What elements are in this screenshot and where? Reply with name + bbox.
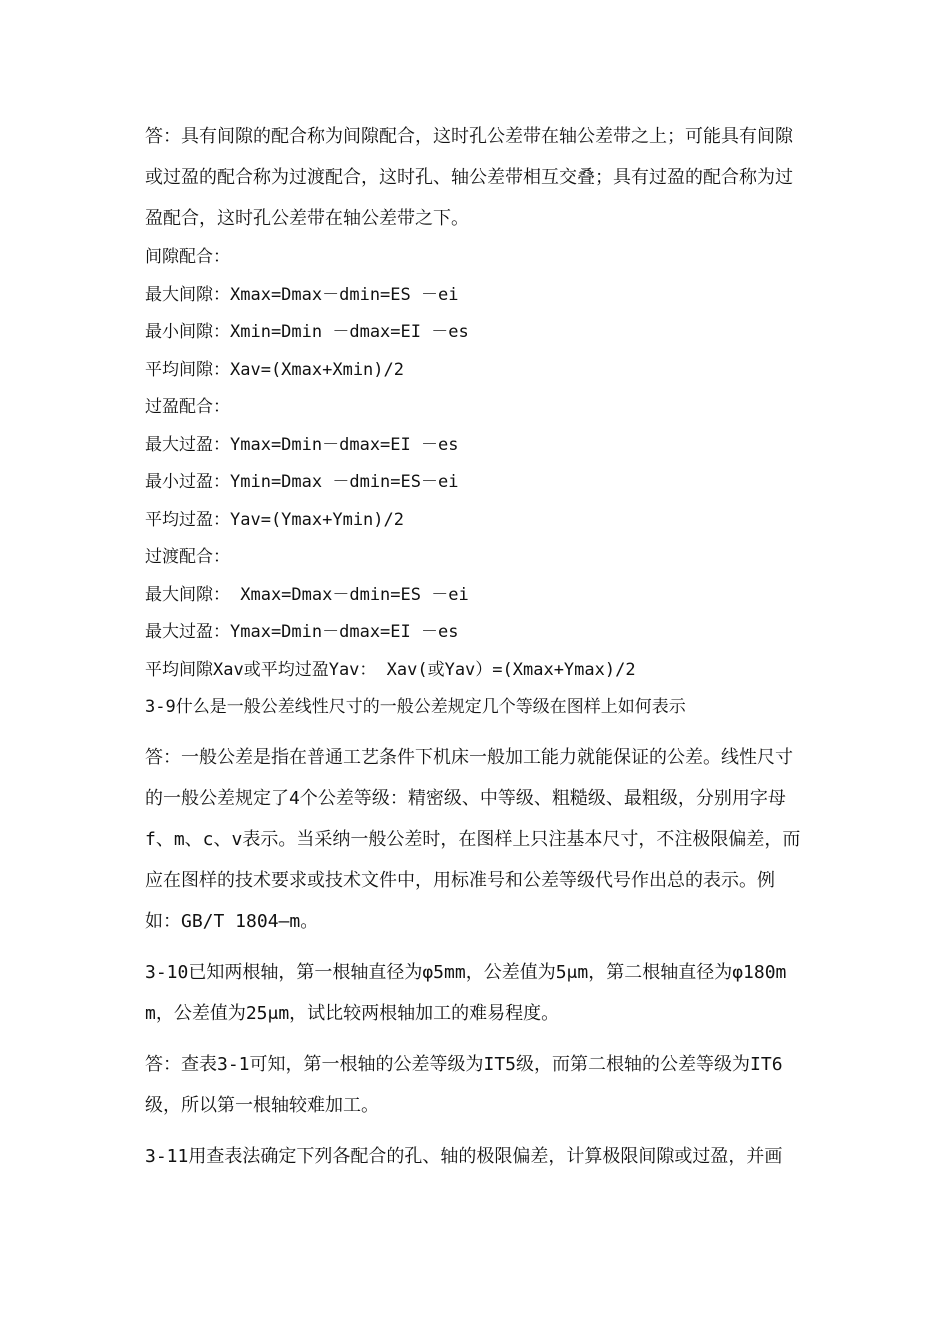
transition-max-interference-formula: 最大过盈：Ymax=Dmin－dmax=EI －es: [145, 622, 459, 642]
transition-max-clearance-formula: 最大间隙： Xmax=Dmax－dmin=ES －ei: [145, 584, 469, 605]
interference-fit-heading: 过盈配合：: [145, 397, 230, 417]
clearance-max-formula: 最大间隙：Xmax=Dmax－dmin=ES －ei: [145, 284, 459, 305]
clearance-min-formula: 最小间隙：Xmin=Dmin －dmax=EI －es: [145, 322, 469, 342]
interference-max-formula: 最大过盈：Ymax=Dmin－dmax=EI －es: [145, 434, 459, 455]
transition-avg-formula: 平均间隙Xav或平均过盈Yav： Xav(或Yav）=(Xmax+Ymax)/2: [145, 659, 636, 680]
answer-fit-types: 答：具有间隙的配合称为间隙配合，这时孔公差带在轴公差带之上；可能具有间隙或过盈的配合称为过渡配合，这时孔、轴公差带相互交叠；具有过盈的配合称为过盈配合，这时孔公差带在轴公差带之下。: [145, 126, 793, 229]
answer-3-10: 答：查表3-1可知，第一根轴的公差等级为IT5级，而第二根轴的公差等级为IT6级，所以第一根轴较难加工。: [145, 1053, 783, 1116]
clearance-avg-formula: 平均间隙：Xav=(Xmax+Xmin)/2: [145, 359, 404, 380]
answer-3-9: 答：一般公差是指在普通工艺条件下机床一般加工能力就能保证的公差。线性尺寸的一般公差规定了4个公差等级：精密级、中等级、粗糙级、最粗级，分别用字母f、m、c、v表示。当采纳一般公差时，在图样上只注基本尺寸，不注极限偏差，而应在图样的技术要求或技术文件中，用标准号和公差等级代号作出总的表示。例如：GB/T 1804—m。: [145, 746, 801, 932]
interference-avg-formula: 平均过盈：Yav=(Ymax+Ymin)/2: [145, 509, 404, 530]
question-3-10: 3-10已知两根轴，第一根轴直径为φ5mm，公差值为5μm，第二根轴直径为φ180mm，公差值为25μm，试比较两根轴加工的难易程度。: [145, 961, 787, 1024]
clearance-fit-heading: 间隙配合：: [145, 247, 230, 267]
document-page: [145, 116, 810, 1177]
interference-min-formula: 最小过盈：Ymin=Dmax －dmin=ES－ei: [145, 472, 459, 492]
question-3-11: 3-11用查表法确定下列各配合的孔、轴的极限偏差，计算极限间隙或过盈，并画: [145, 1145, 783, 1167]
transition-fit-heading: 过渡配合：: [145, 547, 230, 567]
question-3-9: 3-9什么是一般公差线性尺寸的一般公差规定几个等级在图样上如何表示: [145, 697, 686, 717]
